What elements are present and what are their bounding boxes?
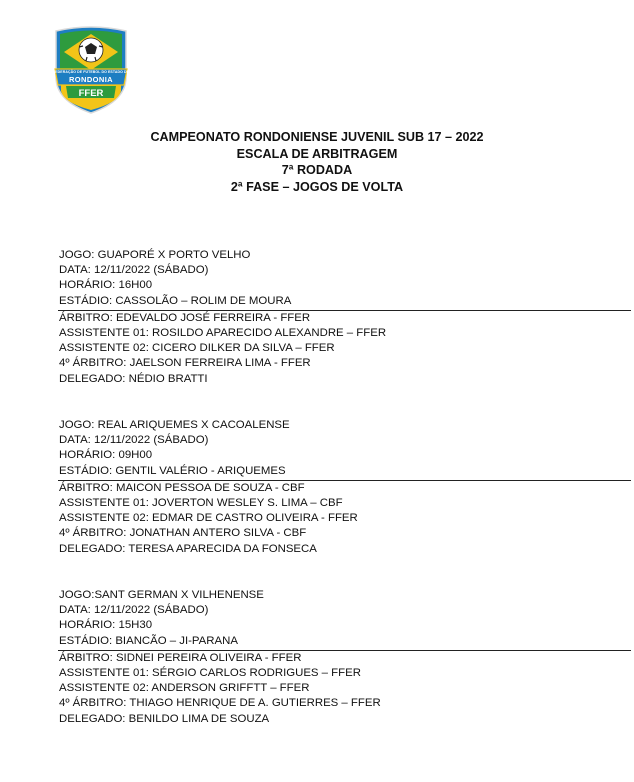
phase-title: 2ª FASE – JOGOS DE VOLTA — [230, 179, 404, 194]
game-block — [59, 248, 634, 387]
game-delegate: DELEGADO: BENILDO LIMA DE SOUZA — [59, 712, 270, 725]
logo-state-text: RONDONIA — [68, 75, 114, 84]
game-date: DATA: 12/11/2022 (SÁBADO) — [59, 604, 209, 617]
game-match: JOGO: GUAPORÉ X PORTO VELHO — [59, 249, 251, 261]
ffer-logo — [52, 25, 130, 115]
schedule-title: ESCALA DE ARBITRAGEM — [236, 146, 398, 161]
game-assistant-2: ASSISTENTE 02: ANDERSON GRIFFTT – FFER — [59, 682, 310, 695]
game-assistant-2: ASSISTENTE 02: EDMAR DE CASTRO OLIVEIRA - FFER — [59, 512, 358, 525]
game-referee: ÁRBITRO: MAICON PESSOA DE SOUZA - CBF — [59, 481, 305, 494]
game-date: DATA: 12/11/2022 (SÁBADO) — [59, 434, 209, 447]
game-assistant-1: ASSISTENTE 01: JOVERTON WESLEY S. LIMA – CBF — [59, 496, 343, 509]
game-match: JOGO: REAL ARIQUEMES X CACOALENSE — [59, 419, 290, 431]
game-fourth-official: 4º ÁRBITRO: JONATHAN ANTERO SILVA - CBF — [59, 527, 307, 540]
game-assistant-2: ASSISTENTE 02: CICERO DILKER DA SILVA – FFER — [59, 342, 335, 355]
round-title: 7ª RODADA — [281, 163, 353, 177]
game-date: DATA: 12/11/2022 (SÁBADO) — [59, 264, 209, 277]
document-heading — [0, 129, 634, 195]
game-delegate: DELEGADO: NÉDIO BRATTI — [59, 372, 208, 385]
logo-org-text: FEDERAÇÃO DE FUTEBOL DO ESTADO DE — [52, 70, 130, 74]
game-referee: ÁRBITRO: SIDNEI PEREIRA OLIVEIRA - FFER — [59, 651, 302, 664]
game-fourth-official: 4º ÁRBITRO: THIAGO HENRIQUE DE A. GUTIERRES – FFER — [59, 697, 381, 710]
game-stadium: ESTÁDIO: CASSOLÃO – ROLIM DE MOURA — [59, 294, 292, 307]
game-match: JOGO:SANT GERMAN X VILHENENSE — [59, 589, 264, 601]
game-assistant-1: ASSISTENTE 01: ROSILDO APARECIDO ALEXANDRE – FFER — [59, 326, 387, 339]
game-time: HORÁRIO: 09H00 — [59, 449, 153, 462]
championship-title: CAMPEONATO RONDONIENSE JUVENIL SUB 17 – 2022 — [150, 130, 484, 144]
game-block — [59, 418, 634, 557]
game-stadium: ESTÁDIO: GENTIL VALÉRIO - ARIQUEMES — [59, 464, 286, 477]
game-fourth-official: 4º ÁRBITRO: JAELSON FERREIRA LIMA - FFER — [59, 357, 311, 370]
game-stadium: ESTÁDIO: BIANCÃO – JI-PARANA — [59, 634, 238, 647]
game-time: HORÁRIO: 16H00 — [59, 279, 153, 292]
logo-acronym: FFER — [78, 88, 104, 99]
game-delegate: DELEGADO: TERESA APARECIDA DA FONSECA — [59, 542, 317, 555]
game-assistant-1: ASSISTENTE 01: SÉRGIO CARLOS RODRIGUES – FFER — [59, 666, 361, 679]
game-referee: ÁRBITRO: EDEVALDO JOSÉ FERREIRA - FFER — [59, 311, 311, 324]
game-block — [59, 588, 634, 727]
game-time: HORÁRIO: 15H30 — [59, 619, 153, 632]
